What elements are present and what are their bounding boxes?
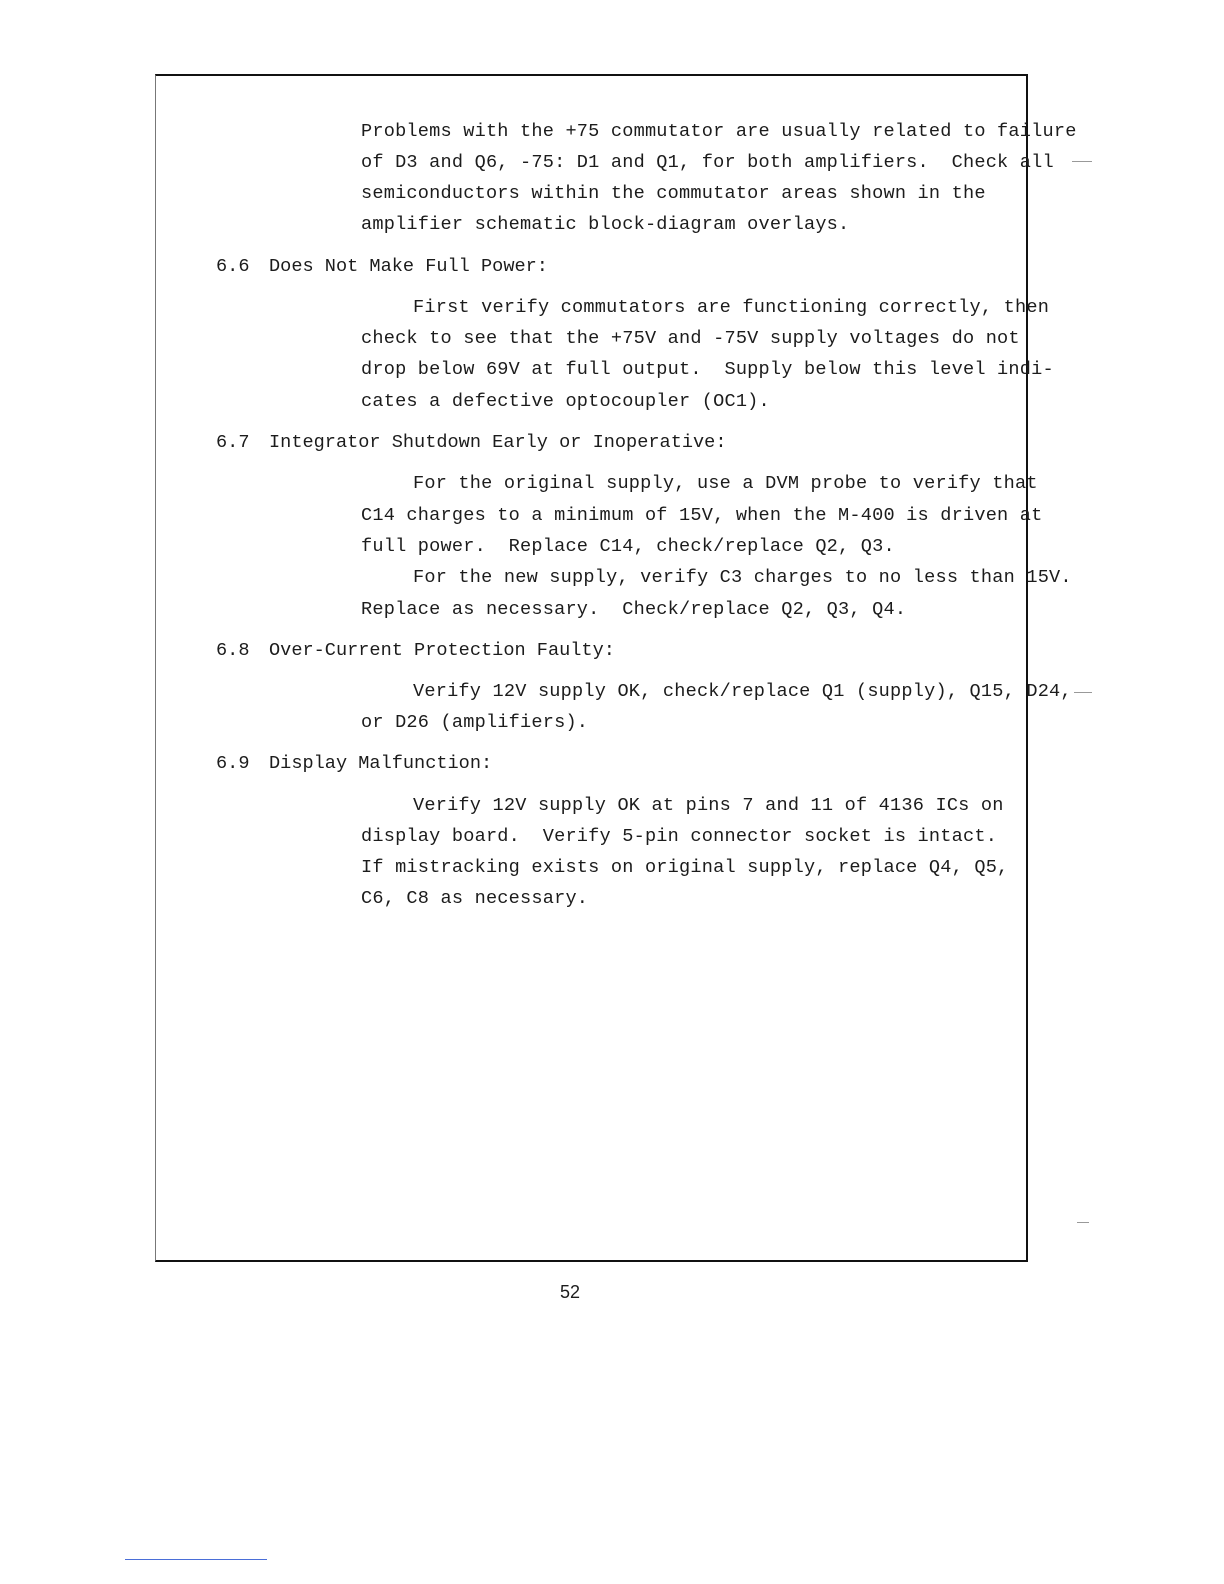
section-line: display board. Verify 5-pin connector socket is intact.: [361, 826, 998, 847]
section-line: For the new supply, verify C3 charges to no less than 15V.: [413, 567, 1072, 588]
section-line: C14 charges to a minimum of 15V, when the M-400 is driven at: [361, 505, 1043, 526]
margin-mark: [1077, 1222, 1089, 1223]
section-line: drop below 69V at full output. Supply below this level indi-: [361, 359, 1054, 380]
intro-line: semiconductors within the commutator areas shown in the: [361, 183, 986, 204]
section-line: cates a defective optocoupler (OC1).: [361, 391, 770, 412]
section-number: 6.6: [216, 256, 250, 277]
section-line: full power. Replace C14, check/replace Q2, Q3.: [361, 536, 895, 557]
section-number: 6.9: [216, 753, 250, 774]
section-number: 6.8: [216, 640, 250, 661]
intro-line: amplifier schematic block-diagram overlays.: [361, 214, 850, 235]
section-line: For the original supply, use a DVM probe to verify that: [413, 473, 1038, 494]
section-line: Replace as necessary. Check/replace Q2, Q3, Q4.: [361, 599, 907, 620]
page-number: 52: [560, 1282, 581, 1302]
section-line: If mistracking exists on original supply, replace Q4, Q5,: [361, 857, 1009, 878]
bottom-rule: [125, 1559, 267, 1560]
intro-line: of D3 and Q6, -75: D1 and Q1, for both amplifiers. Check all: [361, 152, 1054, 173]
page-frame: [155, 74, 1028, 1262]
section-title: Integrator Shutdown Early or Inoperative:: [269, 432, 727, 453]
section-number: 6.7: [216, 432, 250, 453]
section-line: C6, C8 as necessary.: [361, 888, 589, 909]
section-line: Verify 12V supply OK at pins 7 and 11 of 4136 ICs on: [413, 795, 1004, 816]
intro-line: Problems with the +75 commutator are usually related to failure: [361, 121, 1077, 142]
section-title: Over-Current Protection Faulty:: [269, 640, 615, 661]
section-line: Verify 12V supply OK, check/replace Q1 (supply), Q15, D24,: [413, 681, 1072, 702]
section-title: Display Malfunction:: [269, 753, 493, 774]
margin-mark: [1072, 161, 1092, 162]
section-title: Does Not Make Full Power:: [269, 256, 548, 277]
margin-mark: [1074, 692, 1092, 693]
section-line: check to see that the +75V and -75V supply voltages do not: [361, 328, 1020, 349]
section-line: First verify commutators are functioning correctly, then: [413, 297, 1050, 318]
section-line: or D26 (amplifiers).: [361, 712, 589, 733]
